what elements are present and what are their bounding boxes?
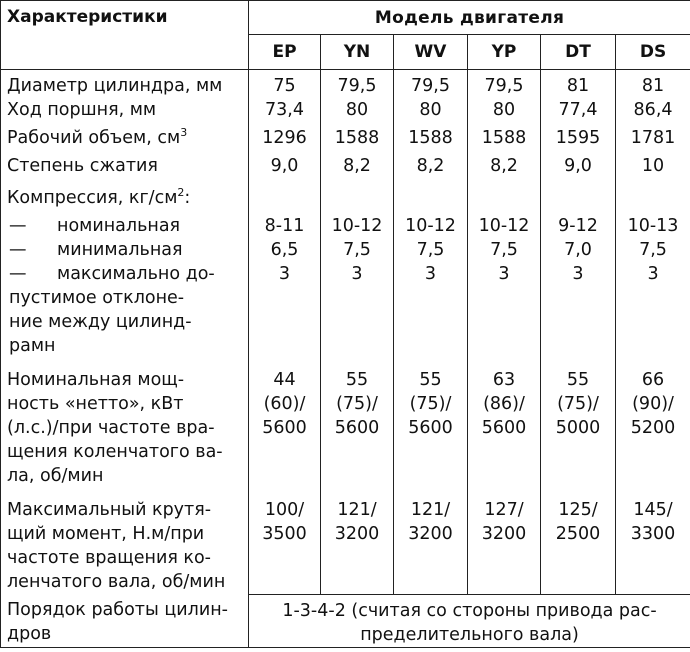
cell: 8,2	[321, 150, 394, 178]
value-line: 55	[345, 370, 369, 390]
value-line: 55	[419, 370, 442, 390]
cell: 3	[394, 262, 468, 358]
dash-icon: —	[9, 216, 27, 236]
cell: 10	[616, 150, 690, 178]
label-line: щий момент, Н.м/при	[7, 524, 205, 544]
cell: 1595	[541, 122, 616, 150]
cell: 9-12	[541, 210, 616, 238]
cell: 1781	[616, 122, 690, 150]
cell-power-wv	[394, 358, 468, 488]
row-stroke	[1, 98, 690, 122]
cell-torque-yn	[321, 488, 394, 594]
value-line: 5000	[555, 418, 601, 438]
cell-empty	[616, 178, 690, 210]
value-line: (90)/	[632, 394, 674, 414]
label-line: ние между цилинд-	[9, 312, 192, 332]
row-torque	[1, 488, 690, 594]
cell: 1296	[249, 122, 321, 150]
cell: 7,5	[394, 238, 468, 262]
cell: 7,0	[541, 238, 616, 262]
label-line-text: максимально до-	[57, 264, 215, 284]
label-line: щения коленчатого ва-	[7, 442, 223, 462]
value-line: 63	[492, 370, 516, 390]
value-line: 5600	[334, 418, 380, 438]
cell: 1588	[394, 122, 468, 150]
cell: 7,5	[468, 238, 541, 262]
value-line: 125/	[558, 500, 598, 520]
value-line: 3500	[262, 524, 307, 544]
label-line: Максимальный крутя-	[7, 500, 212, 520]
label-line: Порядок работы цилин-	[7, 600, 228, 620]
label-firing-order	[1, 594, 249, 647]
row-compression-max-deviation	[1, 262, 690, 358]
cell-power-yp	[468, 358, 541, 488]
cell-firing-order	[249, 594, 690, 647]
cell: 3	[616, 262, 690, 358]
cell-torque-wv	[394, 488, 468, 594]
row-bore	[1, 70, 690, 99]
cell-empty	[541, 178, 616, 210]
row-displacement	[1, 122, 690, 150]
cell-empty	[249, 178, 321, 210]
cell: 3	[541, 262, 616, 358]
row-compression-minimal	[1, 238, 690, 262]
value-line: 121/	[337, 500, 377, 520]
value-line: 5200	[630, 418, 676, 438]
label-colon: :	[184, 188, 191, 208]
cell: 7,5	[616, 238, 690, 262]
row-compression-nominal	[1, 210, 690, 238]
value-line: 5600	[481, 418, 527, 438]
row-compression-ratio	[1, 150, 690, 178]
value-line: 121/	[410, 500, 451, 520]
cell-torque-ep	[249, 488, 321, 594]
value-line: 3200	[334, 524, 380, 544]
label-compression-ratio: Степень сжатия	[1, 150, 249, 178]
cell-power-dt	[541, 358, 616, 488]
label-compression	[1, 178, 249, 210]
model-yp: YP	[468, 35, 541, 70]
label-minimal	[1, 238, 249, 262]
value-line: 44	[273, 370, 296, 390]
cell: 86,4	[616, 98, 690, 122]
label-line	[9, 262, 242, 286]
value-line: 3200	[408, 524, 453, 544]
model-ep: EP	[249, 35, 321, 70]
label-line: ность «нетто», кВт	[7, 394, 184, 414]
label-nominal	[1, 210, 249, 238]
cell: 1588	[321, 122, 394, 150]
cell: 77,4	[541, 98, 616, 122]
value-line: 55	[566, 370, 590, 390]
value-line: 3200	[481, 524, 527, 544]
model-ds: DS	[616, 35, 690, 70]
cell-empty	[468, 178, 541, 210]
value-line: (75)/	[557, 394, 599, 414]
superscript: 2	[177, 186, 185, 200]
value-line: 1-3-4-2 (считая со стороны привода рас-	[282, 600, 657, 621]
label-max-deviation	[1, 262, 249, 358]
cell-power-ep	[249, 358, 321, 488]
value-line: 3300	[630, 524, 676, 544]
label-line: ла, об/мин	[7, 466, 104, 486]
superscript: 3	[180, 126, 188, 140]
cell: 6,5	[249, 238, 321, 262]
cell: 1588	[468, 122, 541, 150]
label-line: дров	[7, 624, 52, 644]
value-line: 66	[641, 370, 665, 390]
cell: 79,5	[321, 70, 394, 99]
cell: 81	[616, 70, 690, 99]
cell: 10-12	[468, 210, 541, 238]
cell: 3	[468, 262, 541, 358]
cell: 79,5	[394, 70, 468, 99]
label-nominal-text: номинальная	[57, 216, 181, 236]
cell: 3	[321, 262, 394, 358]
value-line: 2500	[555, 524, 601, 544]
label-line: пустимое отклоне-	[9, 288, 185, 308]
value-line: (60)/	[263, 394, 306, 414]
header-engine-model: Модель двигателя	[249, 1, 690, 35]
header-row-1	[1, 1, 690, 35]
dash-icon: —	[9, 240, 27, 260]
cell: 80	[394, 98, 468, 122]
cell: 9,0	[541, 150, 616, 178]
cell: 80	[468, 98, 541, 122]
cell-empty	[321, 178, 394, 210]
cell-torque-ds	[616, 488, 690, 594]
cell-torque-dt	[541, 488, 616, 594]
cell: 73,4	[249, 98, 321, 122]
cell-power-yn	[321, 358, 394, 488]
label-displacement	[1, 122, 249, 150]
label-line: рамн	[9, 336, 56, 356]
dash-icon: —	[9, 264, 27, 284]
label-power	[1, 358, 249, 488]
cell: 8-11	[249, 210, 321, 238]
cell: 8,2	[468, 150, 541, 178]
value-line: 100/	[264, 500, 305, 520]
cell: 10-12	[394, 210, 468, 238]
value-line: 5600	[408, 418, 453, 438]
cell-power-ds	[616, 358, 690, 488]
cell: 80	[321, 98, 394, 122]
cell: 75	[249, 70, 321, 99]
cell-empty	[394, 178, 468, 210]
label-line: Номинальная мощ-	[7, 370, 185, 390]
label-stroke: Ход поршня, мм	[1, 98, 249, 122]
cell: 7,5	[321, 238, 394, 262]
model-yn: YN	[321, 35, 394, 70]
model-dt: DT	[541, 35, 616, 70]
cell: 8,2	[394, 150, 468, 178]
value-line: (86)/	[483, 394, 525, 414]
cell: 10-12	[321, 210, 394, 238]
cell: 81	[541, 70, 616, 99]
label-line: (л.с.)/при частоте вра-	[7, 418, 215, 438]
label-bore: Диаметр цилиндра, мм	[1, 70, 249, 99]
label-torque	[1, 488, 249, 594]
cell: 3	[249, 262, 321, 358]
value-line: (75)/	[336, 394, 378, 414]
cell: 9,0	[249, 150, 321, 178]
row-compression-heading	[1, 178, 690, 210]
label-minimal-text: минимальная	[57, 240, 183, 260]
row-firing-order	[1, 594, 690, 647]
cell: 10-13	[616, 210, 690, 238]
value-line: 145/	[633, 500, 673, 520]
row-power	[1, 358, 690, 488]
value-line: 5600	[262, 418, 307, 438]
cell: 79,5	[468, 70, 541, 99]
label-line: ленчатого вала, об/мин	[7, 572, 226, 592]
label-compression-text: Компрессия, кг/см	[7, 188, 178, 208]
label-line: частоте вращения ко-	[7, 548, 212, 568]
value-line: (75)/	[409, 394, 452, 414]
header-characteristics: Характеристики	[1, 1, 249, 70]
model-wv: WV	[394, 35, 468, 70]
value-line: 127/	[484, 500, 524, 520]
value-line: пределительного вала)	[360, 624, 579, 645]
cell-torque-yp	[468, 488, 541, 594]
label-displacement-text: Рабочий объем, см	[7, 128, 181, 148]
